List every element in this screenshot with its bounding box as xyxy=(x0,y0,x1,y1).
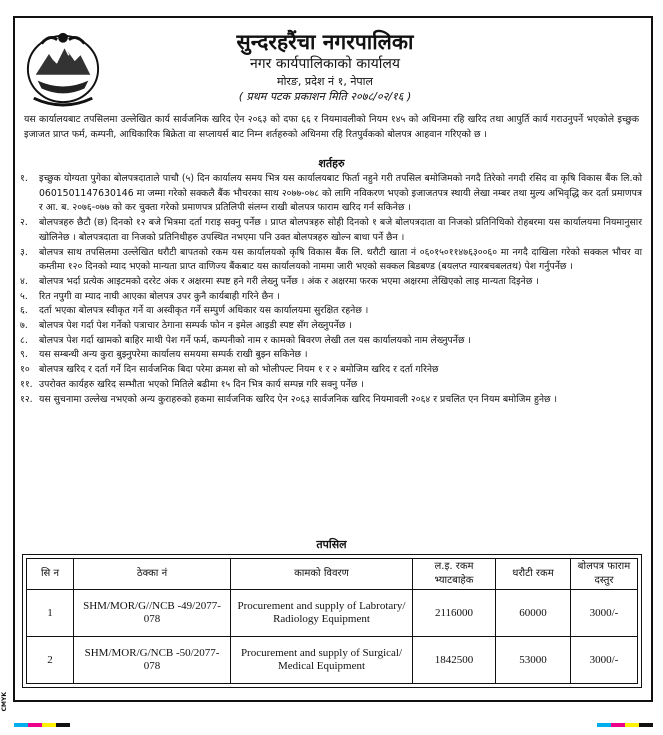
term-number: ४. xyxy=(20,275,28,287)
term-number: ११. xyxy=(20,378,33,390)
term-number: १. xyxy=(20,173,28,184)
terms-title: शर्तहरु xyxy=(318,157,345,170)
table-cell: 1 xyxy=(27,590,74,637)
notice-header xyxy=(110,28,540,105)
term-text: बोलपत्र भर्दा प्रत्येक आइटमको दररेट अंक र अक्षरमा स्पष्ट हने गरी लेख्नु पर्नेछ । अंक र अक्षरमा फरक भएमा अक्षरमा लेखिएको लाइ मान्यता दिइनेछ । xyxy=(39,275,539,287)
table-cell: 2116000 xyxy=(413,590,496,637)
list-item xyxy=(20,348,642,363)
column-header: ल.इ. रकम भ्याटबाहेक xyxy=(413,559,496,590)
magenta-swatch xyxy=(611,723,625,727)
term-text: उपरोक्त कार्यहरु खरिद सम्भौता भएको मितिले बढीमा १५ दिन भित्र कार्य सम्पन्न गरि सक्नु पर्नेछ । xyxy=(39,378,364,390)
municipality-title: सुन्दरहरैंचा नगरपालिका xyxy=(236,29,414,54)
column-header: बोलपत्र फाराम दस्तुर xyxy=(571,559,638,590)
table-cell: SHM/MOR/G//NCB -49/2077-078 xyxy=(74,590,231,637)
term-text: दर्ता भएका बोलपत्र स्वीकृत गर्ने वा अस्वीकृत गर्ने सम्पुर्ण अधिकार यस कार्यालयमा सुरक्षित रहनेछ । xyxy=(39,305,369,317)
list-item xyxy=(20,363,642,378)
list-item xyxy=(20,334,642,349)
term-text: बोलपत्र साथ तपसिलमा उल्लेखित धरौटी बापतको रकम यस कार्यालयको कृषि विकास बैंक लि. धरौटी खाता नं ०६०१५०११४७६३००६० मा नगदै दाखिला गरेको सक्कल भौचर वा कम्तीमा १२० दिनको म्याद भएको मान्यता प्राप्त वाणिज्य बैंकबाट यस कार्यालयको नाममा जारी भएको सक्कल बिडबण्ड (बयलप्त ग्यारबचबलतथ) पेश गर्नुपर्नेछ । xyxy=(39,246,642,273)
print-mark: CMYK xyxy=(1,692,8,712)
office-address: मोरङ, प्रदेश नं १, नेपाल xyxy=(277,75,373,88)
table-cell: 3000/- xyxy=(571,637,638,684)
term-number: ७. xyxy=(20,320,28,332)
color-bar-left xyxy=(14,723,70,727)
term-number: ५. xyxy=(20,290,28,302)
term-text: यस सम्बन्धी अन्य कुरा बुझ्नुपरेमा कार्यालय समयमा सम्पर्क राखी बुझ्न सकिनेछ । xyxy=(39,349,308,361)
term-number: ६. xyxy=(20,305,28,317)
yellow-swatch xyxy=(625,723,639,727)
terms-list xyxy=(20,172,642,407)
column-header: धरौटी रकम xyxy=(496,559,571,590)
column-header: ठेक्का नं xyxy=(74,559,231,590)
term-text: यस सुचनामा उल्लेख नभएको अन्य कुराहरुको हकमा सार्वजनिक खरिद ऐन २०६३ सार्वजनिक खरिद नियमावली २०६४ र प्रचलित एन नियम बमोजिम हुनेछ । xyxy=(39,393,558,405)
table-cell: 2 xyxy=(27,637,74,684)
list-item xyxy=(20,393,642,408)
schedule-table xyxy=(26,558,638,684)
list-item xyxy=(20,275,642,290)
list-item xyxy=(20,319,642,334)
column-header: कामको विवरण xyxy=(231,559,413,590)
schedule-title: तपसिल xyxy=(316,538,347,551)
table-cell: Procurement and supply of Labrotary/ Radiology Equipment xyxy=(231,590,413,637)
intro-paragraph: यस कार्यालयबाट तपसिलमा उल्लेखित कार्य सार्वजनिक खरिद ऐन २०६३ को दफा ६६ र नियमावलीको नियम १४५ को अधिनमा रहि खरिद तथा आपुर्ति कार्य गराउनुपर्ने भएकोले इच्छुक इजाजत प्राप्त फर्म, कम्पनी, आधिकारिक बिक्रेता वा सप्लायर्स बाट निम्न शर्तहरुको अधिनमा रहि रितपुर्वकको बोलपत्र आहवान गरिएको छ । xyxy=(24,114,639,140)
term-text: बोलपत्रहरु छैटौ (छ) दिनको १२ बजे भित्रमा दर्ता गराइ सक्नु पर्नेछ । प्राप्त बोलपत्रहरु सोही दिनको १ बजे बोलपत्रदाता वा निजको प्रतिनिधिको रोहबरमा यस कार्यालयमा नियमानुसार खोलिनेछ । बोलपत्रदाता वा निजको प्रतिनिधीहरु उपस्थित नभएमा पनि उक्त बोलपत्रहरु खोल्न बाधा पर्ने छैन । xyxy=(39,217,642,243)
term-number: १२. xyxy=(20,393,33,405)
term-text: बोलपत्र खरिद र दर्ता गर्ने दिन सार्वजनिक बिदा परेमा क्रमश सो को भोलीपल्ट नियम १ र २ बमोजिम खरिद र दर्ता गरिनेछ xyxy=(39,364,439,376)
yellow-swatch xyxy=(42,723,56,727)
color-bar-right xyxy=(597,723,653,727)
table-cell: 60000 xyxy=(496,590,571,637)
schedule-table-frame xyxy=(22,554,642,688)
table-cell: Procurement and supply of Surgical/ Medical Equipment xyxy=(231,637,413,684)
table-row xyxy=(27,637,638,684)
table-cell: SHM/MOR/G/NCB -50/2077-078 xyxy=(74,637,231,684)
term-number: ३. xyxy=(20,246,28,258)
office-name: नगर कार्यपालिकाको कार्यालय xyxy=(250,56,400,72)
term-number: ९. xyxy=(20,349,28,361)
list-item xyxy=(20,246,642,275)
publish-date: ( प्रथम पटक प्रकाशन मिति २०७८/०२/१६ ) xyxy=(238,90,412,103)
list-item xyxy=(20,172,642,216)
nepal-emblem-icon xyxy=(24,24,102,110)
table-cell: 1842500 xyxy=(413,637,496,684)
term-text: इच्छुक योग्यता पुगेका बोलपत्रदाताले पाचौ (५) दिन कार्यालय समय भित्र यस कार्यालयबाट फिर्ता नहुने गरी तपसिल बमोजिमको नगदै तिरेको नगदी रसिद वा कृषि विकास बैंक लि.को 0601501147630146 मा जम्मा गरेको सक्कलै बैंक भौचरका साथ २०७७-०७८ को लागि नविकरण भएको इजाजतपत्र स्थायी लेखा नम्बर तथा मुल्य अभिवृद्धि कर दर्ता प्रमाणपत्र र आ. ब. २०७६-०७७ को कर चुक्ता गरेको प्रमाणपत्र प्रतिलिपी संलग्न राखी बोलपत्र फाराम खरिद गर्न सकिनेछ । xyxy=(39,173,642,214)
list-item xyxy=(20,216,642,245)
black-swatch xyxy=(639,723,653,727)
table-cell: 3000/- xyxy=(571,590,638,637)
list-item xyxy=(20,378,642,393)
cyan-swatch xyxy=(597,723,611,727)
term-text: रित नपुगी वा म्याद नाघी आएका बोलपत्र उपर कुनै कार्यबाही गरिने छैन । xyxy=(39,290,280,302)
cyan-swatch xyxy=(14,723,28,727)
column-header: सि न xyxy=(27,559,74,590)
term-number: ८. xyxy=(20,334,28,346)
list-item xyxy=(20,304,642,319)
magenta-swatch xyxy=(28,723,42,727)
table-row xyxy=(27,590,638,637)
table-cell: 53000 xyxy=(496,637,571,684)
term-number: २. xyxy=(20,217,28,229)
term-text: बोलपत्र पेश गर्दा खामको बाहिर माथी पेश गर्ने फर्म, कम्पनीको नाम र कामको बिवरण लेखी तल यस कार्यालयको नाम लेख्नुपर्नेछ । xyxy=(39,334,471,346)
black-swatch xyxy=(56,723,70,727)
term-number: १० xyxy=(20,364,30,376)
table-header-row xyxy=(27,559,638,590)
list-item xyxy=(20,290,642,305)
term-text: बोलपत्र पेश गर्दा पेश गर्नेको पत्राचार ठेगाना सम्पर्क फोन न इमेल आइडी स्पष्ट सँग लेख्नुपर्नेछ । xyxy=(39,320,352,332)
